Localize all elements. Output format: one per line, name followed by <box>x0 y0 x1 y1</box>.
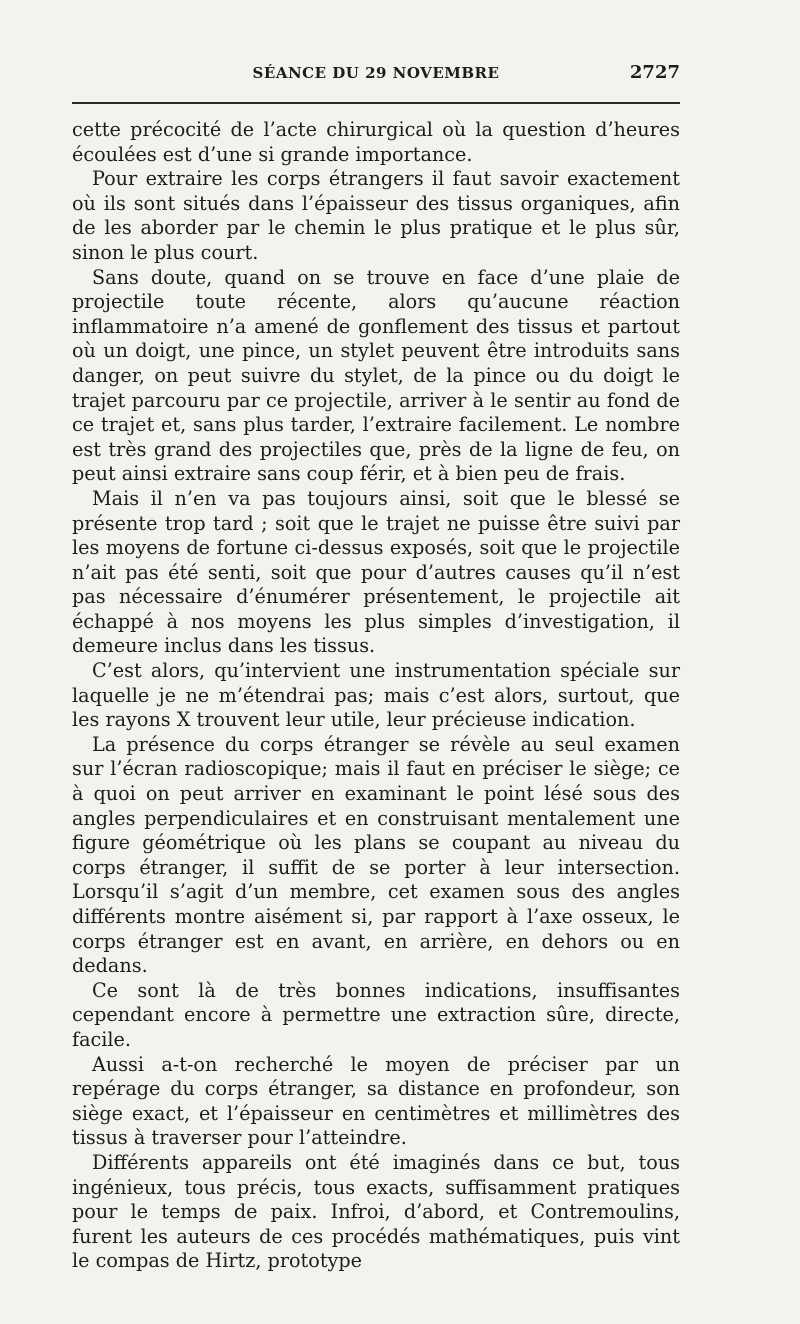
page-number: 2727 <box>629 62 680 83</box>
paragraph: Différents appareils ont été imaginés dans ce but, tous ingénieux, tous précis, tous exacts, suffisamment pratiques pour le temps de paix. Infroi, d’abord, et Contremoulins, furent les auteurs de ces procédés mathématiques, puis vint le compas de Hirtz, prototype <box>72 1150 680 1273</box>
running-title: SÉANCE DU 29 NOVEMBRE <box>252 64 500 82</box>
paragraph: Pour extraire les corps étrangers il faut savoir exactement où ils sont situés dans l’épaisseur des tissus organiques, afin de les aborder par le chemin le plus pratique et le plus sûr, sinon le plus court. <box>72 167 680 264</box>
paragraph: Ce sont là de très bonnes indications, insuffisantes cependant encore à permettre une extraction sûre, directe, facile. <box>72 978 680 1051</box>
paragraph: Mais il n’en va pas toujours ainsi, soit que le blessé se présente trop tard ; soit que le trajet ne puisse être suivi par les moyens de fortune ci-dessus exposés, soit que le projectile n’ait pas été senti, soit que pour d’autres causes qu’il n’est pas nécessaire d’énumérer présentement, le projectile ait échappé à nos moyens les plus simples d’investigation, il demeure inclus dans les tissus. <box>72 486 680 658</box>
paragraph: Sans doute, quand on se trouve en face d’une plaie de projectile toute récente, alors qu’aucune réaction inflammatoire n’a amené de gonflement des tissus et partout où un doigt, une pince, un stylet peuvent être introduits sans danger, on peut suivre du stylet, de la pince ou du doigt le trajet parcouru par ce projectile, arriver à le sentir au fond de ce trajet et, sans plus tarder, l’extraire facilement. Le nombre est très grand des projectiles que, près de la ligne de feu, on peut ainsi extraire sans coup férir, et à bien peu de frais. <box>72 265 680 486</box>
paragraph: cette précocité de l’acte chirurgical où la question d’heures écoulées est d’une si grande importance. <box>72 118 680 166</box>
paragraph: Aussi a-t-on recherché le moyen de préciser par un repérage du corps étranger, sa distance en profondeur, son siège exact, et l’épaisseur en centimètres et millimètres des tissus à traverser pour l’atteindre. <box>72 1052 680 1150</box>
paragraph: La présence du corps étranger se révèle au seul examen sur l’écran radioscopique; mais il faut en préciser le siège; ce à quoi on peut arriver en examinant le point lésé sous des angles perpendiculaires et en construisant mentalement une figure géométrique où les plans se coupant au niveau du corps étranger, il suffit de se porter à leur intersection. Lorsqu’il s’agit d’un membre, cet examen sous des angles différents montre aisément si, par rapport à l’axe osseux, le corps étranger est en avant, en arrière, en dehors ou en dedans. <box>72 732 680 978</box>
paragraph: C’est alors, qu’intervient une instrumentation spéciale sur laquelle je ne m’étendrai pas; mais c’est alors, surtout, que les rayons X trouvent leur utile, leur précieuse indication. <box>72 659 680 732</box>
header-rule <box>72 102 680 104</box>
page-header <box>72 64 680 88</box>
body-text <box>72 118 680 1274</box>
